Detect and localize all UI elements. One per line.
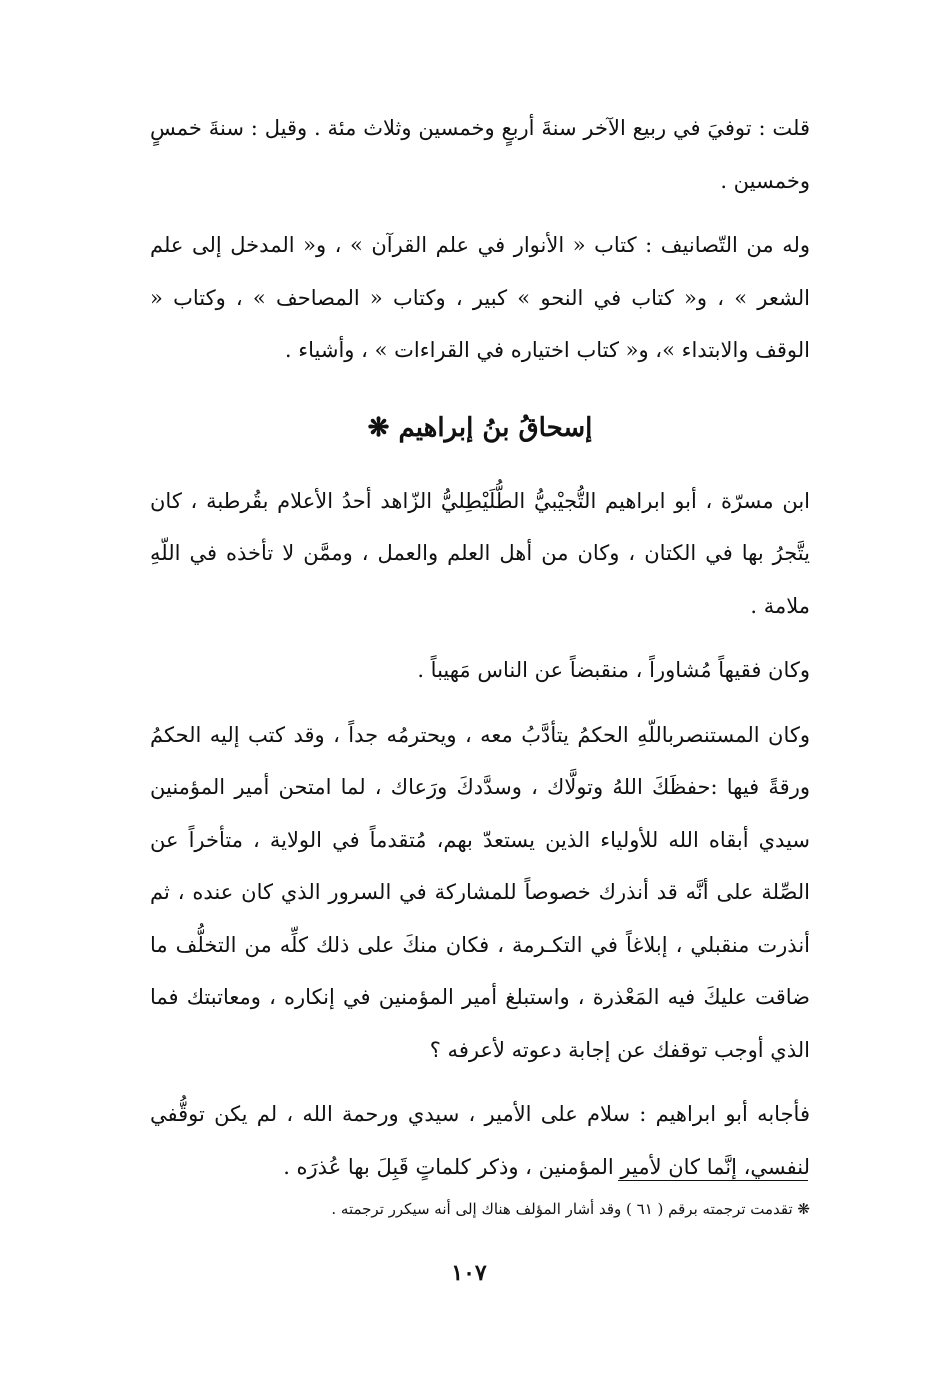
section-heading: إسحاقُ بنُ إبراهيم ❋: [367, 412, 593, 443]
paragraph-letter: وكان المستنصرباللّهِ الحكمُ يتأدَّبُ معه ، ويحترمُه جداً ، وقد كتب إليه الحكمُ ورقةً فيها :حفظَكَ اللهُ وتولَّاك ، وسدَّدكَ ورَعاك ، لما امتحن أمير المؤمنين سيدي أبقاه الله للأولياء الذين يستعدّ بهم، مُتقدماً في الولاية ، متأخراً عن الصِّلة على أنَّه قد أنذرك خصوصاً للمشاركة في السرور الذي كان عنده ، ثم أنذرت منقبلي ، إبلاغاً في التكـرمة ، فكان منكَ على ذلك كلِّه من التخلُّف ما ضاقت عليكَ فيه المَعْذرة ، واستبلغ أمير المؤمنين في إنكاره ، ومعاتبتك فما الذي أوجب توقفك عن إجابة دعوته لأعرفه ؟: [150, 722, 810, 1062]
paragraph-reply: فأجابه أبو ابراهيم : سلام على الأمير ، سيدي ورحمة الله ، لم يكن توقُّفي لنفسي، إنَّما كان لأمير المؤمنين ، وذكر كلماتٍ قَبِلَ بها عُذرَه .: [150, 1102, 810, 1179]
page-number: ١٠٧: [451, 1260, 487, 1286]
paragraph-character: وكان فقيهاً مُشاوراً ، منقبضاً عن الناس مَهيباً .: [417, 658, 810, 682]
page-body: [150, 102, 810, 1193]
footnote-divider: [618, 1180, 808, 1181]
paragraph-death-date: قلت : توفيَ في ربيع الآخر سنةَ أربعٍ وخمسين وثلاث مئة . وقيل : سنةَ خمسٍ وخمسين .: [150, 116, 810, 193]
paragraph-biography: ابن مسرّة ، أبو ابراهيم التُّجيْبيُّ الطُّلَيْطِليُّ الزّاهد أحدُ الأعلام بقُرطبة ، كان يتَّجرُ بها في الكتان ، وكان من أهل العلم والعمل ، وممَّن لا تأخذه في اللّهِ ملامة .: [150, 488, 810, 618]
footnote: ❋ تقدمت ترجمته برقم ( ٦١ ) وقد أشار المؤلف هناك إلى أنه سيكرر ترجمته .: [331, 1200, 810, 1218]
paragraph-works: وله من التّصانيف : كتاب « الأنوار في علم القرآن » ، و« المدخل إلى علم الشعر » ، و« كتاب في النحو » كبير ، وكتاب « المصاحف » ، وكتاب « الوقف والابتداء »، و« كتاب اختياره في القراءات » ، وأشياء .: [150, 233, 810, 362]
